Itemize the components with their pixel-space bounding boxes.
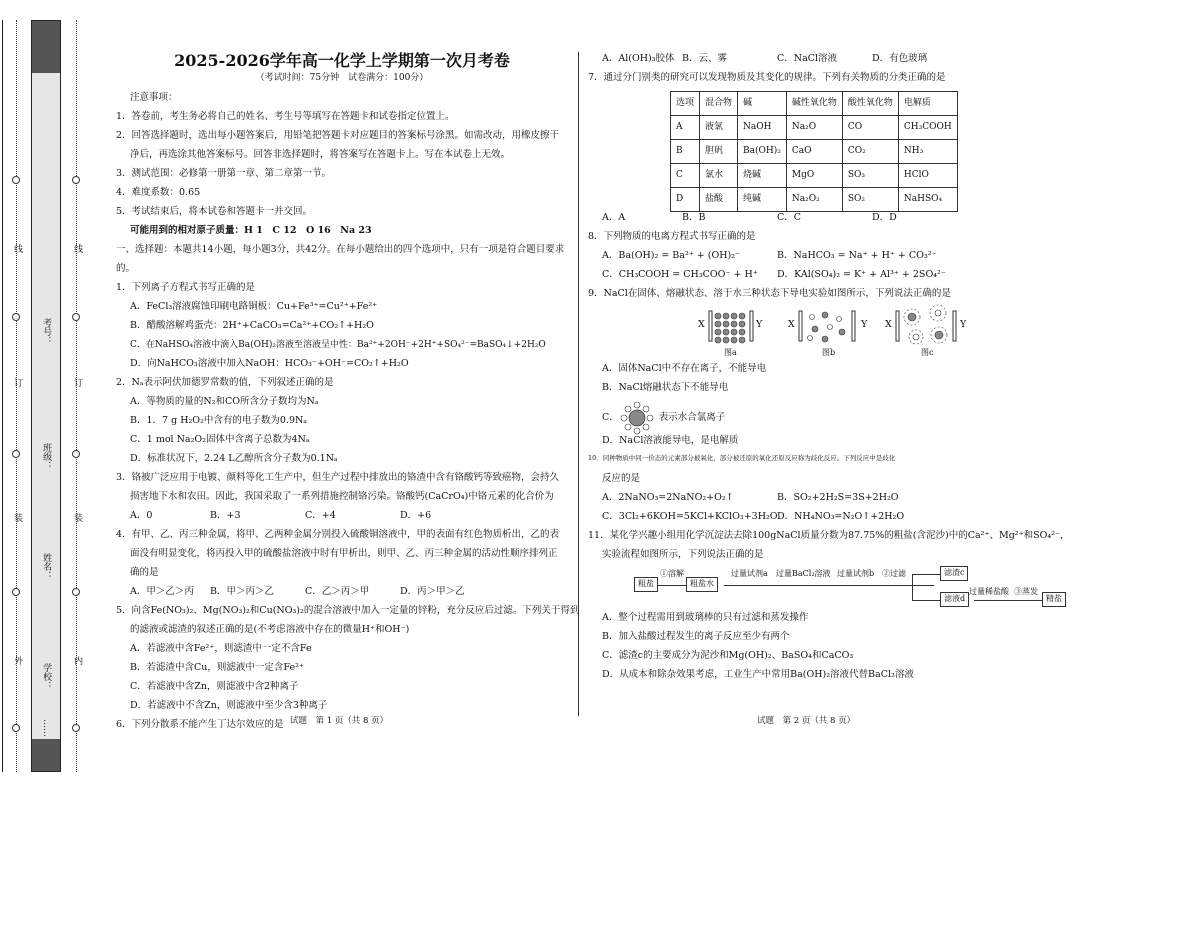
- column-divider: [578, 52, 579, 716]
- table-cell: 氯水: [700, 164, 738, 188]
- q1-option-b: B．醋酸溶解鸡蛋壳：2H⁺+CaCO₃=Ca²⁺+CO₂↑+H₂O: [130, 319, 374, 331]
- q5-option-b: B．若滤渣中含Cu，则滤液中一定含Fe²⁺: [130, 661, 304, 673]
- q3-option-b: B．+3: [210, 509, 241, 521]
- inner-label-xian: 线: [72, 244, 83, 253]
- name-field: 姓名：: [41, 553, 52, 580]
- question-9: 9．NaCl在固体、熔融状态、溶于水三种状态下导电实验如图所示，下列说法正确的是: [588, 288, 951, 299]
- page-1-footer: 试题 第 1 页（共 8 页）: [290, 716, 389, 726]
- q2-option-d: D．标准状况下，2.24 L乙醇所含分子数为0.1Nₐ: [130, 452, 338, 464]
- q11-option-b: B．加入盐酸过程发生的离子反应至少有两个: [602, 631, 790, 642]
- atomic-mass-line: 可能用到的相对原子质量：H 1 C 12 O 16 Na 23: [130, 224, 372, 236]
- question-5: 5．向含Fe(NO₃)₂、Mg(NO₃)₂和Cu(NO₃)₂的混合溶液中加入一定量的锌粉，充分反应后过滤。下列关于得到: [116, 604, 580, 616]
- q4-options: [116, 586, 568, 605]
- outer-label-wai: 外: [12, 656, 23, 665]
- question-6: 6．下列分散系不能产生丁达尔效应的是: [116, 718, 284, 730]
- question-2: 2．Nₐ表示阿伏加德罗常数的值，下列叙述正确的是: [116, 376, 334, 388]
- flow-arrow: [912, 574, 940, 575]
- flow-box-filtrate-d: 滤液d: [940, 592, 969, 607]
- q3-option-d: D．+6: [400, 509, 432, 521]
- binding-hole: [72, 588, 80, 596]
- page-2: [588, 53, 1188, 688]
- question-11: 11．某化学兴趣小组用化学沉淀法去除100gNaCl质量分数为87.75%的粗盐(含泥沙)中的Ca²⁺、Mg²⁺和SO₄²⁻，: [588, 530, 1070, 541]
- binding-dark-bottom: [32, 739, 60, 771]
- figure-c-aqueous-solution: [894, 303, 958, 349]
- q2-option-b: B．1．7 g H₂O₂中含有的电子数为0.9Nₐ: [130, 414, 307, 426]
- flow-box-crude-salt: 粗盐: [634, 577, 658, 592]
- table-cell: A: [671, 116, 700, 140]
- table-cell: CO: [842, 116, 898, 140]
- table-cell: Na₂O₂: [786, 188, 842, 212]
- q6-option-d: D．有色玻璃: [872, 53, 928, 64]
- binding-hole: [72, 313, 80, 321]
- q4-option-d: D．丙＞甲＞乙: [400, 585, 465, 597]
- table-header-cell: 选项: [671, 92, 700, 116]
- q7-option-c: C．C: [777, 212, 802, 223]
- question-10: 10．同种物质中同一价态的元素部分被氧化，部分被还原的氧化还原反应称为歧化反应。下列反应中是歧化: [588, 454, 896, 462]
- flow-step-filter: ②过滤: [882, 569, 906, 578]
- table-cell: CaO: [786, 140, 842, 164]
- table-header-cell: 酸性氧化物: [842, 92, 898, 116]
- figure-b-caption: 图b: [822, 348, 836, 357]
- question-4-cont: 面没有明显变化，将丙投入甲的硫酸盐溶液中时有甲析出，则甲、乙、丙三种金属的活动性顺序排列正: [130, 547, 558, 559]
- figure-b-molten-state: [797, 307, 857, 347]
- flow-arrow: [658, 585, 686, 586]
- q1-option-a: A．FeCl₃溶液腐蚀印刷电路铜板：Cu+Fe³⁺=Cu²⁺+Fe²⁺: [130, 300, 378, 312]
- table-cell: 烧碱: [738, 164, 787, 188]
- question-4: 4．有甲、乙、丙三种金属，将甲、乙两种金属分别投入硫酸铜溶液中，甲的表面有红色物质析出，乙的表: [116, 528, 560, 540]
- table-header-cell: 电解质: [898, 92, 957, 116]
- question-3: 3．铬被广泛应用于电镀、颜料等化工生产中，但生产过程中排放出的铬渣中含有铬酸钙等致癌物，会持久: [116, 471, 560, 483]
- table-header-cell: 碱: [738, 92, 787, 116]
- binding-hole: [72, 450, 80, 458]
- electrode-label: X: [885, 319, 892, 330]
- notice-item: 3．测试范围：必修第一册第一章、第二章第一节。: [116, 167, 332, 179]
- q2-option-a: A．等物质的量的N₂和CO所含分子数均为Nₐ: [130, 395, 319, 407]
- q8-option-c: C．CH₃COOH = CH₃COO⁻ + H⁺: [602, 269, 758, 280]
- flow-branch-line: [912, 574, 913, 600]
- question-4-cont: 确的是: [130, 566, 159, 578]
- flow-step-reagent-a: 过量试剂a: [731, 569, 768, 578]
- q10-options-ab: [588, 492, 1188, 511]
- notice-item: 5．考试结束后，将本试卷和答题卡一并交回。: [116, 205, 313, 217]
- table-cell: Ba(OH)₂: [738, 140, 787, 164]
- table-cell: SO₃: [842, 164, 898, 188]
- binding-hole: [12, 724, 20, 732]
- notice-item: 1．答卷前，考生务必将自己的姓名、考生号等填写在答题卡和试卷指定位置上。: [116, 110, 455, 122]
- page-1: [116, 50, 580, 738]
- question-10-cont: 反应的是: [602, 473, 641, 484]
- hydrated-chloride-ion-icon: [619, 401, 655, 435]
- q10-option-d: D．NH₄NO₃=N₂O↑+2H₂O: [777, 511, 905, 522]
- q3-option-a: A．0: [130, 509, 153, 521]
- table-cell: NH₃: [898, 140, 957, 164]
- q4-option-b: B．甲＞丙＞乙: [210, 585, 274, 597]
- outer-label-xian: 线: [12, 244, 23, 253]
- q4-option-c: C．乙＞丙＞甲: [305, 585, 370, 597]
- classification-table: [670, 91, 958, 212]
- flow-box-brine: 粗盐水: [686, 577, 718, 592]
- q4-option-a: A．甲＞乙＞丙: [130, 585, 194, 597]
- q10-option-a: A．2NaNO₃=2NaNO₂+O₂↑: [602, 492, 734, 503]
- table-row: [671, 140, 958, 164]
- table-cell: NaOH: [738, 116, 787, 140]
- exam-subtitle: （考试时间：75分钟 试卷满分：100分）: [255, 72, 429, 83]
- q7-option-a: A．A: [602, 212, 626, 223]
- flow-step-dissolve: ①溶解: [660, 569, 684, 578]
- binding-hole: [12, 176, 20, 184]
- q11-option-d: D．从成本和除杂效果考虑，工业生产中常用Ba(OH)₂溶液代替BaCl₂溶液: [602, 669, 914, 680]
- table-header-cell: 混合物: [700, 92, 738, 116]
- binding-strip: [31, 20, 61, 772]
- table-cell: 胆矾: [700, 140, 738, 164]
- school-field: 学校：: [41, 663, 52, 690]
- binding-hole: [72, 176, 80, 184]
- q5-option-c: C．若滤液中含Zn，则滤液中含2种离子: [130, 680, 299, 692]
- section-heading-cont: 的。: [116, 262, 136, 274]
- q3-option-c: C．+4: [305, 509, 336, 521]
- table-cell: NaHSO₄: [898, 188, 957, 212]
- table-cell: C: [671, 164, 700, 188]
- flow-step-hcl: 过量稀盐酸: [969, 587, 1009, 596]
- table-cell: Na₂O: [786, 116, 842, 140]
- question-5-cont: 的滤液或滤渣的叙述正确的是(不考虑溶液中存在的微量H⁺和OH⁻): [130, 623, 410, 635]
- electrode-label: Y: [861, 319, 868, 330]
- table-cell: 液氯: [700, 116, 738, 140]
- q5-option-d: D．若滤液中不含Zn，则滤液中至少含3种离子: [130, 699, 328, 711]
- notice-item: 净后，再选涂其他答案标号。回答非选择题时，将答案写在答题卡上。写在本试卷上无效。: [130, 148, 511, 160]
- exam-number-field: 考号：: [41, 318, 52, 345]
- flow-step-reagent-b: 过量试剂b: [837, 569, 875, 578]
- notice-title: 注意事项：: [130, 91, 178, 103]
- q2-option-c: C．1 mol Na₂O₂固体中含离子总数为4Nₐ: [130, 433, 310, 445]
- q8-option-d: D．KAl(SO₄)₂ = K⁺ + Al³⁺ + 2SO₄²⁻: [777, 269, 946, 280]
- q7-option-b: B．B: [682, 212, 706, 223]
- binding-hole: [72, 724, 80, 732]
- flow-step-bacl2: 过量BaCl₂溶液: [776, 569, 831, 578]
- q9-option-b: B．NaCl熔融状态下不能导电: [602, 382, 729, 393]
- electrode-label: Y: [756, 319, 763, 330]
- q5-option-a: A．若滤液中含Fe²⁺，则滤渣中一定不含Fe: [130, 642, 312, 654]
- table-cell: SO₂: [842, 188, 898, 212]
- flow-step-evaporate: ③蒸发: [1014, 587, 1038, 596]
- binding-hole: [12, 313, 20, 321]
- q10-option-b: B．SO₂+2H₂S=3S+2H₂O: [777, 492, 899, 503]
- figure-a-caption: 图a: [724, 348, 737, 357]
- figure-c-caption: 图c: [921, 348, 934, 357]
- section-heading: 一、选择题：本题共14小题，每小题3分，共42分。在每小题给出的四个选项中，只有一项是符合题目要求: [116, 243, 565, 255]
- table-cell: HClO: [898, 164, 957, 188]
- table-cell: CH₃COOH: [898, 116, 957, 140]
- table-row: [671, 188, 958, 212]
- table-cell: D: [671, 188, 700, 212]
- q1-option-c: C．在NaHSO₄溶液中滴入Ba(OH)₂溶液至溶液呈中性：Ba²⁺+2OH⁻+2H⁺+SO₄²⁻=BaSO₄↓+2H₂O: [130, 339, 546, 350]
- q10-options-cd: [588, 511, 1188, 530]
- table-row: [671, 116, 958, 140]
- q10-option-c: C．3Cl₂+6KOH=5KCl+KClO₃+3H₂O: [602, 511, 778, 522]
- q11-option-c: C．滤渣c的主要成分为泥沙和Mg(OH)₂、BaSO₄和CaCO₃: [602, 650, 854, 661]
- q9-option-c: C．: [602, 411, 619, 423]
- table-row: [671, 164, 958, 188]
- binding-hole: [12, 588, 20, 596]
- outer-label-ding: 订: [12, 378, 23, 387]
- electrode-label: X: [698, 319, 705, 330]
- electrode-label: Y: [960, 319, 967, 330]
- binding-gray-band: [32, 73, 60, 739]
- figure-a-solid-crystal: [707, 307, 755, 347]
- inner-label-zhuang: 装: [72, 513, 83, 522]
- question-7: 7．通过分门别类的研究可以发现物质及其变化的规律。下列有关物质的分类正确的是: [588, 72, 946, 83]
- table-cell: 盐酸: [700, 188, 738, 212]
- purification-flowchart: [634, 568, 1064, 612]
- flow-arrow: [974, 600, 1042, 601]
- table-cell: B: [671, 140, 700, 164]
- inner-label-nei: 内: [72, 656, 83, 665]
- q11-option-a: A．整个过程需用到玻璃棒的只有过滤和蒸发操作: [602, 612, 809, 623]
- question-1: 1．下列离子方程式书写正确的是: [116, 281, 256, 293]
- binding-dark-top: [32, 21, 60, 73]
- q3-options: [116, 510, 568, 529]
- q6-option-a: A．Al(OH)₃胶体: [602, 53, 675, 64]
- question-3-cont: 损害地下水和农田。因此，我国采取了一系列措施控制铬污染。铬酸钙(CaCrO₄)中铬元素的化合价为: [130, 490, 554, 502]
- q8-options-ab: [588, 250, 1188, 269]
- q6-option-b: B．云、雾: [682, 53, 727, 64]
- exam-title: 2025-2026学年高一化学上学期第一次月考卷: [174, 51, 510, 70]
- question-8: 8．下列物质的电离方程式书写正确的是: [588, 231, 756, 242]
- flow-arrow: [724, 585, 934, 586]
- table-header-cell: 碱性氧化物: [786, 92, 842, 116]
- q9-option-d: D．NaCl溶液能导电，是电解质: [602, 435, 739, 446]
- outer-label-zhuang: 装: [12, 513, 23, 522]
- electrode-label: X: [788, 319, 795, 330]
- q9-option-c-text: 表示水合氯离子: [658, 411, 726, 423]
- q8-option-a: A．Ba(OH)₂ = Ba²⁺ + (OH)₂⁻: [602, 250, 741, 261]
- inner-label-ding: 订: [72, 378, 83, 387]
- notice-item: 2．回答选择题时，选出每小题答案后，用铅笔把答题卡对应题目的答案标号涂黑。如需改动，用橡皮擦干: [116, 129, 560, 141]
- q8-options-cd: [588, 269, 1188, 288]
- table-cell: CO₂: [842, 140, 898, 164]
- table-cell: 纯碱: [738, 188, 787, 212]
- flow-box-residue-c: 滤渣c: [940, 566, 968, 581]
- q6-options: [588, 53, 1188, 72]
- binding-dots: ……: [41, 719, 52, 737]
- flow-arrow: [912, 600, 940, 601]
- binding-hole: [12, 450, 20, 458]
- flow-box-refined-salt: 精盐: [1042, 592, 1066, 607]
- q9-option-a: A．固体NaCl中不存在离子，不能导电: [602, 363, 767, 374]
- table-header-row: [671, 92, 958, 116]
- q7-option-d: D．D: [872, 212, 897, 223]
- q7-options: [588, 212, 1188, 231]
- nacl-figures: [698, 307, 1058, 363]
- q6-option-c: C．NaCl溶液: [777, 53, 838, 64]
- notice-item: 4．难度系数：0.65: [116, 186, 201, 198]
- q1-option-d: D．向NaHCO₃溶液中加入NaOH：HCO₃⁻+OH⁻=CO₂↑+H₂O: [130, 357, 409, 369]
- class-field: 班级：: [41, 443, 52, 470]
- table-cell: MgO: [786, 164, 842, 188]
- question-11-cont: 实验流程如图所示，下列说法正确的是: [602, 549, 764, 560]
- q8-option-b: B．NaHCO₃ = Na⁺ + H⁺ + CO₃²⁻: [777, 250, 937, 261]
- page-2-footer: 试题 第 2 页（共 8 页）: [757, 716, 856, 726]
- q9-option-c-row: [588, 401, 1188, 435]
